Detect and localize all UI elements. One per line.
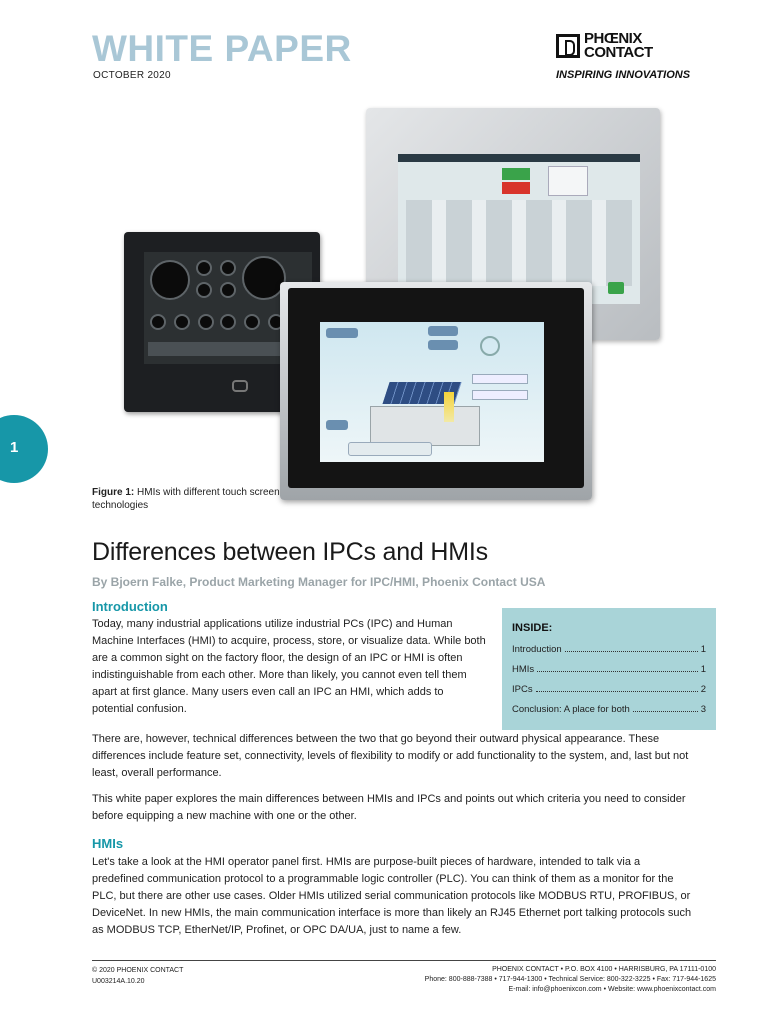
hmis-heading: HMIs [92, 836, 124, 851]
inside-heading: INSIDE: [512, 622, 553, 634]
hmi-devices-photo [120, 108, 660, 500]
toc-leader-dots [537, 664, 698, 672]
figure-caption-text: HMIs with different touch screen technologies [92, 487, 280, 511]
footer-contact [425, 965, 716, 995]
toc-leader-dots [536, 684, 698, 692]
introduction-paragraph-2: There are, however, technical differences between the two that go beyond their outward physical appearance. These differences include feature set, connectivity, levels of flexibility to modify or add functionality to the system, and, last but not least, overall performance. [92, 733, 689, 779]
document-title: Differences between IPCs and HMIs [92, 538, 488, 566]
footer-web[interactable]: E-mail: info@phoenixcon.com • Website: www.phoenixcontact.com [508, 986, 716, 993]
footer-left [92, 965, 183, 987]
building-graphic [370, 406, 480, 446]
author-byline: By Bjoern Falke, Product Marketing Manager for IPC/HMI, Phoenix Contact USA [92, 575, 546, 589]
panel-button-icon [232, 380, 248, 392]
toc-item-label: Conclusion: A place for both [512, 704, 630, 715]
toc-item-page: 3 [700, 704, 706, 715]
figure-caption-label: Figure 1: [92, 487, 135, 498]
toc-item[interactable] [512, 684, 706, 704]
page-number: 1 [10, 439, 19, 456]
introduction-paragraph-3: This white paper explores the main differences between HMIs and IPCs and points out which criteria you need to consider before equipping a new machine with one or the other. [92, 793, 686, 822]
toc-leader-dots [633, 704, 698, 712]
logo-line-2: CONTACT [584, 44, 653, 61]
document-type-title: WHITE PAPER [92, 28, 352, 69]
logo-tagline: INSPIRING INNOVATIONS [556, 69, 691, 81]
hmis-paragraph-1: Let's take a look at the HMI operator panel first. HMIs are purpose-built pieces of hardware, intended to talk via a predefined communication protocol to a programmable logic controller (PLC). You can think of them as a monitor for the PLC, but there are other use cases. Older HMIs utilized serial communication protocols like MODBUS RTU, PROFIBUS, or DeviceNet. In new HMIs, the main communication interface is more than likely an RJ45 Ethernet port talking protocols such as MODBUS TCP, EtherNet/IP, Profinet, or OPC DA/UA, just to name a few. [92, 856, 692, 936]
publication-date: OCTOBER 2020 [93, 70, 171, 81]
toc-item-label: Introduction [512, 644, 562, 655]
logo-line-1: PHŒNIX [584, 30, 642, 47]
toc-leader-dots [565, 644, 698, 652]
toc-item-page: 1 [700, 644, 706, 655]
footer-address: PHOENIX CONTACT • P.O. BOX 4100 • HARRISBURG, PA 17111-0100 [492, 966, 716, 973]
page-number-tab [0, 415, 48, 483]
toc-item[interactable] [512, 644, 706, 664]
toc-item-label: IPCs [512, 684, 533, 695]
toc-item-page: 1 [700, 664, 706, 675]
toc-item[interactable] [512, 704, 706, 724]
logo-mark-icon [556, 34, 580, 58]
introduction-heading: Introduction [92, 599, 168, 614]
building-automation-screen [320, 322, 544, 462]
footer-divider [92, 960, 716, 961]
figure-caption [92, 486, 282, 512]
toc-item[interactable] [512, 664, 706, 684]
footer-document-id: U003214A.10.20 [92, 978, 145, 985]
front-hmi-panel [280, 282, 592, 500]
introduction-paragraph-1: Today, many industrial applications utilize industrial PCs (IPC) and Human Machine Interfaces (HMI) to acquire, process, store, or visualize data. While both are a common sight on the factory floor, the design of an IPC or HMI is often indistinguishable from each other. More than likely, you cannot even tell them apart at first glance. Many users even call an IPC an HMI, which adds to potential confusion. [92, 618, 486, 715]
footer-copyright: © 2020 PHOENIX CONTACT [92, 967, 184, 974]
toc-item-label: HMIs [512, 664, 535, 675]
footer-phones: Phone: 800-888-7388 • 717-944-1300 • Technical Service: 800-322-3225 • Fax: 717-944-1625 [424, 976, 716, 983]
toc-item-page: 2 [700, 684, 706, 695]
phoenix-contact-logo [556, 32, 706, 82]
inside-contents-box [502, 608, 716, 730]
